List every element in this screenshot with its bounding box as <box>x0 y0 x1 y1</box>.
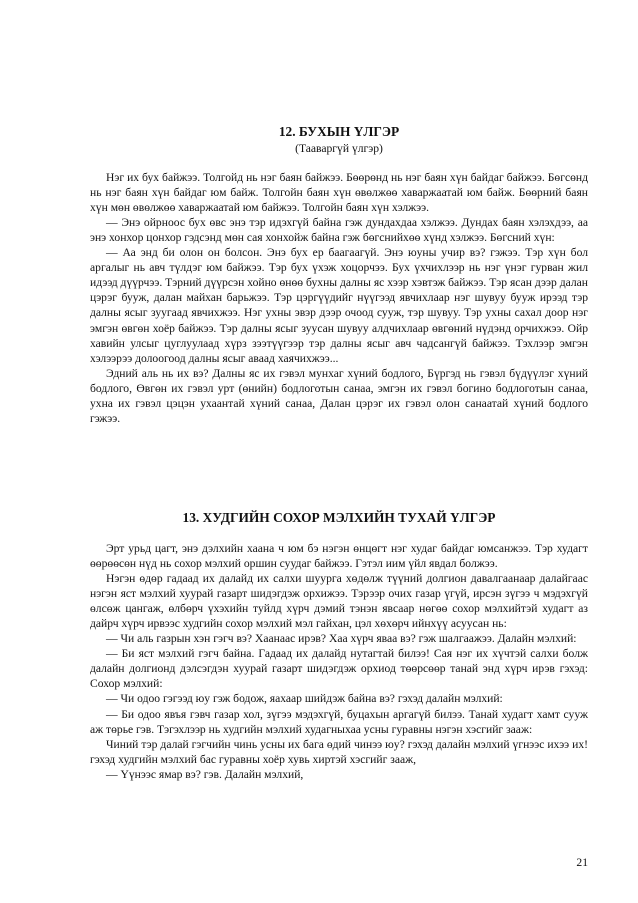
story-13 <box>90 510 588 782</box>
paragraph: — Чи одоо гэгээд юу гэж бодож, яахаар шийдэж байна вэ? гэхэд далайн мэлхий: <box>106 692 503 706</box>
paragraph: — Би одоо явъя гэвч газар хол, зүгээ мэдэхгүй, буцахын аргагүй билээ. Танай худагт хамт сууж аж төрье гэв. Тэгэхлээр нь худгийн мэлхий худагныхаа усны гуравны нэгэн хэсгийг зааж: <box>90 707 588 736</box>
paragraph: — Үүнээс ямар вэ? гэв. Далайн мэлхий, <box>106 767 304 781</box>
paragraph: Нэгэн өдөр гадаад их далайд их салхи шуурга хөдөлж түүний долгион давалгаанаар далайгаас нэгэн яст мэлхий хуурай газарт шидэгдэж орхижээ. Тэрээр очих газар үгүй, ирсэн зүгээ ч мэдэхгүй өлсөж цангаж, өлбөрч үхэхийн туйлд хүрч дэмий тэнэн явсаар нөгөө сохор мэлхийтэй худагт аз дайрч хүрч ирвээс худгийн сохор мэлхий мэл гайхан, цэл хөхөрч ийнхүү асуусан нь: <box>90 572 588 631</box>
paragraph: Нэг их бух байжээ. Толгойд нь нэг баян байжээ. Бөөрөнд нь нэг баян хүн байдаг байжээ. Бөгсөнд нь нэг баян хүн байдаг юм байж. Толгойн баян хүн өвөлжөө хаваржаатай юм байж. Бөөрний баян хүн мөн өвөлжөө хаваржаатай юм байжээ. Толгойн баян хүн хэлжээ. <box>90 171 588 215</box>
paragraph: — Аа энд би олон он болсон. Энэ бух ер баагаагүй. Энэ юуны учир вэ? гэжээ. Тэр хүн бол аргалыг нь авч түлдэг юм байжээ. Тэр бух үхэж хоцорчээ. Бух үхчихлээр нь нэг үнэг гурван жил идээд дүүрчээ. Тэрний дүүрсэн хойно өнөө бухны далны яс хээр хэвтэж байжээ. Тэр ясан дээр далан цэрэг бууж, далан майхан барьжээ. Тэр цэргүүдийг нүүгээд явчихлаар нэг шувуу бууж ирээд тэр далны ясыг зуугаад явчихжээ. Нэг ухны эвэр дээр очоод сууж, тэр шувуу. Тэр ухны сахал доор нэг эмгэн өвгөн хоёр байжээ. Тэр далны ясыг зуусан шувуу алдчихлаар өвгөний нүдэнд орчихжээ. Ойр хавийн улсыг цуглуулаад хүрз зээтүүгээр тэр далны ясыг авч чадсангүй байжээ. Тэхлээр эмгэн хэлээрээ долоогоод далны ясыг аваад хаячихжээ... <box>90 246 588 365</box>
paragraph: Эрт урьд цагт, энэ дэлхийн хаана ч юм бэ нэгэн өнцөгт нэг худаг байдаг юмсанжээ. Тэр худагт өөрөөсөн нүд нь сохор мэлхий оршин суудаг байжээ. Гэтэл иим үйл явдал болжээ. <box>90 542 588 571</box>
page-number: 21 <box>576 856 588 869</box>
paragraph: — Чи аль газрын хэн гэгч вэ? Хаанаас ирэв? Хаа хүрч яваа вэ? гэж шалгаажээ. Далайн мэлхий: <box>106 632 577 646</box>
paragraph: — Энэ ойрноос бух өвс энэ тэр идэхгүй байна гэж дундахдаа хэлжээ. Дундах баян хэлэхдээ, аа энэ хонхор цонхор гэдсэнд мөн сая хонхойж байна гэж бөгснийхөө хүнд хэлжээ. Бөгсний хүн: <box>90 216 588 245</box>
story-title: 12. БУХЫН ҮЛГЭР <box>278 124 400 139</box>
story-12 <box>90 124 588 426</box>
paragraph: Эдний аль нь их вэ? Далны яс их гэвэл мунхаг хүний бодлого, Бүргэд нь гэвэл бүдүүлэг хүний бодлого, Өвгөн их гэвэл урт (өнийн) бодлоготын санаа, эмгэн их гэвэл богино бодлоготын санаа, ухна их гэвэл цэцэн ухаантай хүний санаа, Далан цэрэг их гэвэл олон санаатай хүний бодлого гэжээ. <box>90 366 588 425</box>
story-subtitle: (Тааваргүй үлгэр) <box>295 142 383 155</box>
story-title: 13. ХУДГИЙН СОХОР МЭЛХИЙН ТУХАЙ ҮЛГЭР <box>182 510 496 525</box>
paragraph: — Би яст мэлхий гэгч байна. Гадаад их далайд нутагтай билээ! Сая нэг их хүчтэй салхи болж далайн долгионд дэлсэгдэн хуурай газарт шидэгдэж орхиод төөрсөөр танай энд хүрч ирэв гэхэд: Сохор мэлхий: <box>90 647 588 691</box>
paragraph: Чиний тэр далай гэгчийн чинь усны их бага өдий чинээ юу? гэхэд далайн мэлхий үгнээс ихээ их! гэхэд худгийн мэлхий бас гуравны хоёр хувь хиртэй хэсгийг зааж, <box>90 737 588 766</box>
